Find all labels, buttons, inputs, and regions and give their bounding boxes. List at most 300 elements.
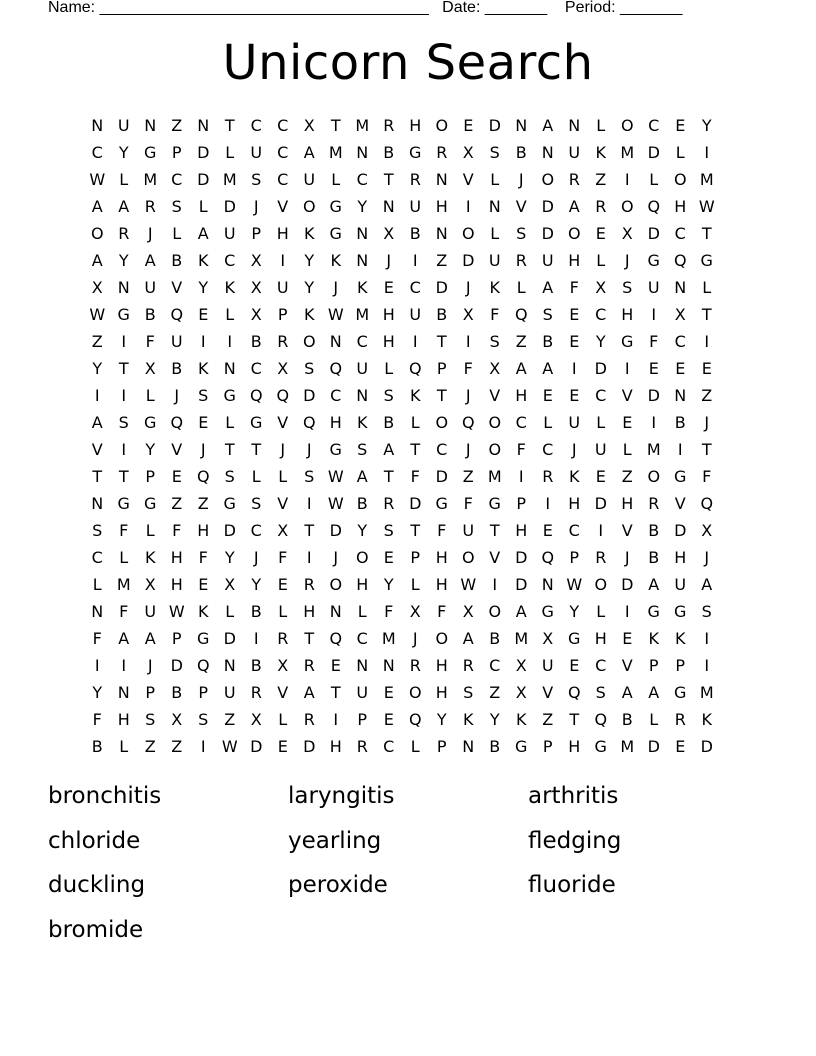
grid-letter: Z <box>701 386 713 405</box>
grid-letter: A <box>515 359 527 378</box>
grid-letter: J <box>253 548 259 567</box>
grid-letter: L <box>92 575 102 594</box>
grid-letter: E <box>383 548 394 567</box>
grid-letter: U <box>541 656 554 675</box>
grid-letter: V <box>462 170 474 189</box>
grid-letter: J <box>174 386 180 405</box>
grid-letter: Y <box>357 521 368 540</box>
grid-letter: N <box>197 116 210 135</box>
grid-letter: P <box>569 548 580 567</box>
grid-letter: D <box>488 116 501 135</box>
grid-letter: C <box>330 386 342 405</box>
grid-letter: C <box>674 332 686 351</box>
grid-letter: O <box>488 602 502 621</box>
grid-letter: C <box>224 251 236 270</box>
grid-letter: E <box>463 116 474 135</box>
grid-letter: H <box>303 602 316 621</box>
grid-letter: J <box>386 251 392 270</box>
grid-letter: V <box>277 197 289 216</box>
grid-letter: E <box>542 521 553 540</box>
grid-letter: K <box>198 251 209 270</box>
grid-letter: P <box>648 656 659 675</box>
grid-letter: J <box>412 629 418 648</box>
grid-letter: E <box>171 467 182 486</box>
grid-letter: V <box>489 548 501 567</box>
grid-letter: G <box>223 494 236 513</box>
grid-letter: I <box>624 170 630 189</box>
grid-letter: T <box>436 332 447 351</box>
grid-letter: X <box>277 521 289 540</box>
grid-letter: R <box>144 197 156 216</box>
grid-letter: Z <box>542 710 554 729</box>
grid-letter: I <box>306 494 312 513</box>
grid-letter: O <box>594 575 608 594</box>
grid-letter: H <box>515 521 528 540</box>
grid-letter: N <box>568 116 581 135</box>
grid-letter: S <box>622 278 633 297</box>
grid-letter: U <box>568 413 581 432</box>
grid-letter: E <box>675 737 686 756</box>
grid-letter: X <box>542 629 554 648</box>
grid-letter: E <box>569 656 580 675</box>
header-name-date-period: Name: _____________________________________ Date: _______ Period: _______ <box>48 0 683 16</box>
grid-letter: Y <box>304 278 315 297</box>
grid-letter: F <box>198 548 208 567</box>
grid-letter: B <box>674 413 686 432</box>
grid-letter: L <box>119 737 129 756</box>
grid-letter: P <box>436 359 447 378</box>
grid-letter: N <box>674 386 687 405</box>
grid-letter: W <box>566 575 583 594</box>
grid-letter: K <box>675 629 686 648</box>
grid-letter: F <box>437 602 447 621</box>
grid-letter: O <box>461 548 475 567</box>
grid-letter: A <box>144 251 156 270</box>
grid-letter: C <box>383 737 395 756</box>
grid-letter: B <box>648 548 660 567</box>
grid-letter: O <box>541 170 555 189</box>
grid-letter: E <box>595 224 606 243</box>
grid-letter: X <box>277 656 289 675</box>
grid-letter: P <box>675 656 686 675</box>
grid-letter: Q <box>276 386 290 405</box>
grid-letter: I <box>624 602 630 621</box>
grid-letter: Y <box>118 251 129 270</box>
grid-letter: Q <box>329 359 343 378</box>
grid-letter: X <box>303 116 315 135</box>
grid-letter: I <box>200 332 206 351</box>
grid-letter: C <box>595 656 607 675</box>
grid-letter: S <box>383 521 394 540</box>
grid-letter: A <box>91 197 103 216</box>
grid-letter: T <box>383 170 394 189</box>
grid-letter: S <box>463 683 474 702</box>
grid-letter: D <box>594 494 607 513</box>
grid-letter: G <box>541 602 554 621</box>
grid-letter: D <box>462 251 475 270</box>
grid-letter: B <box>489 629 501 648</box>
grid-letter: K <box>463 710 474 729</box>
grid-letter: A <box>648 683 660 702</box>
grid-letter: P <box>198 683 209 702</box>
grid-letter: R <box>648 494 660 513</box>
grid-letter: L <box>225 602 235 621</box>
grid-letter: C <box>171 170 183 189</box>
grid-letter: L <box>331 170 341 189</box>
grid-letter: G <box>117 305 130 324</box>
grid-letter: Q <box>541 548 555 567</box>
grid-letter: N <box>356 251 369 270</box>
grid-letter: E <box>622 413 633 432</box>
grid-letter: X <box>701 521 713 540</box>
grid-letter: H <box>621 494 634 513</box>
grid-letter: L <box>225 143 235 162</box>
grid-letter: A <box>542 116 554 135</box>
grid-letter: X <box>621 224 633 243</box>
grid-letter: L <box>145 386 155 405</box>
grid-letter: H <box>568 737 581 756</box>
grid-letter: K <box>648 629 659 648</box>
grid-letter: D <box>303 386 316 405</box>
grid-letter: G <box>674 602 687 621</box>
grid-letter: G <box>223 386 236 405</box>
grid-letter: E <box>383 683 394 702</box>
grid-letter: D <box>223 197 236 216</box>
grid-letter: Y <box>489 710 500 729</box>
grid-letter: J <box>465 278 471 297</box>
grid-letter: R <box>303 710 315 729</box>
grid-letter: E <box>198 413 209 432</box>
grid-letter: T <box>330 683 341 702</box>
grid-letter: W <box>698 197 715 216</box>
grid-letter: H <box>674 197 687 216</box>
grid-letter: F <box>649 332 659 351</box>
grid-letter: X <box>383 224 395 243</box>
grid-letter: S <box>251 170 262 189</box>
grid-letter: H <box>435 197 448 216</box>
grid-letter: Z <box>595 170 607 189</box>
grid-letter: L <box>251 467 261 486</box>
grid-letter: H <box>382 332 395 351</box>
grid-letter: N <box>91 602 104 621</box>
grid-letter: Y <box>383 575 394 594</box>
grid-letter: D <box>621 575 634 594</box>
grid-letter: M <box>381 629 396 648</box>
grid-letter: X <box>277 359 289 378</box>
grid-letter: R <box>542 467 554 486</box>
grid-letter: Q <box>514 305 528 324</box>
grid-letter: A <box>118 197 130 216</box>
grid-letter: S <box>92 521 103 540</box>
grid-letter: R <box>568 170 580 189</box>
grid-letter: N <box>382 656 395 675</box>
grid-letter: M <box>514 629 529 648</box>
grid-letter: L <box>198 197 208 216</box>
grid-letter: P <box>542 737 553 756</box>
grid-letter: T <box>224 116 235 135</box>
word-list-item: bronchitis <box>48 783 162 809</box>
grid-letter: P <box>145 467 156 486</box>
grid-letter: Z <box>621 467 633 486</box>
grid-letter: C <box>409 278 421 297</box>
grid-letter: L <box>225 413 235 432</box>
grid-letter: E <box>622 629 633 648</box>
grid-letter: G <box>594 737 607 756</box>
grid-letter: D <box>435 278 448 297</box>
grid-letter: B <box>250 656 262 675</box>
grid-letter: L <box>225 305 235 324</box>
grid-letter: M <box>699 683 714 702</box>
grid-letter: U <box>541 251 554 270</box>
grid-letter: D <box>647 737 660 756</box>
grid-letter: D <box>541 224 554 243</box>
grid-letter: V <box>674 494 686 513</box>
grid-letter: X <box>515 683 527 702</box>
grid-letter: I <box>333 710 339 729</box>
grid-letter: Y <box>436 710 447 729</box>
grid-letter: W <box>327 494 344 513</box>
grid-letter: N <box>329 602 342 621</box>
grid-letter: Z <box>462 467 474 486</box>
grid-letter: X <box>462 305 474 324</box>
grid-letter: R <box>277 332 289 351</box>
grid-letter: L <box>596 116 606 135</box>
grid-letter: O <box>355 548 369 567</box>
grid-letter: I <box>704 332 710 351</box>
grid-letter: N <box>435 224 448 243</box>
grid-letter: L <box>702 278 712 297</box>
grid-letter: A <box>542 278 554 297</box>
grid-letter: B <box>621 710 633 729</box>
grid-letter: N <box>356 143 369 162</box>
grid-letter: Z <box>436 251 448 270</box>
grid-letter: F <box>92 710 102 729</box>
grid-letter: I <box>677 440 683 459</box>
grid-letter: L <box>596 413 606 432</box>
grid-letter: F <box>92 629 102 648</box>
grid-letter: P <box>516 494 527 513</box>
grid-letter: Z <box>144 737 156 756</box>
grid-letter: X <box>224 575 236 594</box>
grid-letter: X <box>515 656 527 675</box>
grid-letter: P <box>251 224 262 243</box>
grid-letter: H <box>276 224 289 243</box>
grid-letter: A <box>648 575 660 594</box>
grid-letter: Q <box>408 359 422 378</box>
grid-letter: C <box>515 413 527 432</box>
grid-letter: M <box>355 305 370 324</box>
grid-letter: U <box>409 197 422 216</box>
grid-letter: U <box>117 116 130 135</box>
grid-letter: N <box>223 656 236 675</box>
grid-letter: O <box>673 170 687 189</box>
grid-letter: L <box>649 170 659 189</box>
grid-letter: Q <box>329 629 343 648</box>
grid-letter: I <box>412 332 418 351</box>
grid-letter: J <box>253 197 259 216</box>
grid-letter: F <box>278 548 288 567</box>
grid-letter: B <box>436 305 448 324</box>
grid-letter: D <box>250 737 263 756</box>
grid-letter: R <box>118 224 130 243</box>
grid-letter: Q <box>673 251 687 270</box>
grid-letter: A <box>515 602 527 621</box>
grid-letter: N <box>91 116 104 135</box>
grid-letter: I <box>121 332 127 351</box>
grid-letter: W <box>327 467 344 486</box>
grid-letter: J <box>465 386 471 405</box>
grid-letter: K <box>357 278 368 297</box>
grid-letter: B <box>648 521 660 540</box>
grid-letter: T <box>304 521 315 540</box>
grid-letter: S <box>251 494 262 513</box>
grid-letter: X <box>462 602 474 621</box>
grid-letter: C <box>250 359 262 378</box>
grid-letter: L <box>622 440 632 459</box>
grid-letter: G <box>250 413 263 432</box>
grid-letter: X <box>489 359 501 378</box>
grid-letter: Q <box>408 710 422 729</box>
grid-letter: T <box>701 224 712 243</box>
grid-letter: F <box>516 440 526 459</box>
grid-letter: E <box>595 467 606 486</box>
grid-letter: Z <box>515 332 527 351</box>
grid-letter: P <box>171 629 182 648</box>
grid-letter: B <box>250 332 262 351</box>
word-list-item: laryngitis <box>288 783 395 809</box>
grid-letter: K <box>145 548 156 567</box>
grid-letter: A <box>568 197 580 216</box>
grid-letter: R <box>356 737 368 756</box>
grid-letter: A <box>91 251 103 270</box>
grid-letter: J <box>306 440 312 459</box>
grid-letter: L <box>490 224 500 243</box>
grid-letter: J <box>200 440 206 459</box>
grid-letter: S <box>304 359 315 378</box>
grid-letter: R <box>595 548 607 567</box>
grid-letter: R <box>436 143 448 162</box>
grid-letter: H <box>594 629 607 648</box>
grid-letter: G <box>488 494 501 513</box>
grid-letter: Y <box>304 251 315 270</box>
grid-letter: V <box>277 413 289 432</box>
grid-letter: U <box>170 332 183 351</box>
grid-letter: W <box>89 305 106 324</box>
grid-letter: C <box>595 305 607 324</box>
grid-letter: O <box>461 224 475 243</box>
grid-letter: N <box>356 386 369 405</box>
grid-letter: T <box>569 710 580 729</box>
grid-letter: B <box>515 143 527 162</box>
grid-letter: D <box>409 494 422 513</box>
grid-letter: V <box>621 521 633 540</box>
grid-letter: D <box>647 386 660 405</box>
grid-letter: K <box>198 602 209 621</box>
grid-letter: B <box>250 602 262 621</box>
grid-letter: H <box>409 116 422 135</box>
grid-letter: I <box>624 359 630 378</box>
grid-letter: H <box>674 548 687 567</box>
grid-letter: I <box>121 440 127 459</box>
grid-letter: F <box>463 359 473 378</box>
word-list-item: chloride <box>48 827 141 854</box>
grid-letter: G <box>329 224 342 243</box>
letter-grid <box>84 112 720 760</box>
grid-letter: U <box>488 251 501 270</box>
grid-letter: D <box>197 143 210 162</box>
grid-letter: I <box>121 386 127 405</box>
grid-letter: R <box>277 629 289 648</box>
word-list-item: fledging <box>528 827 622 854</box>
grid-letter: J <box>147 224 153 243</box>
grid-letter: N <box>144 116 157 135</box>
grid-letter: H <box>329 737 342 756</box>
grid-letter: U <box>568 143 581 162</box>
word-list-item: duckling <box>48 872 146 898</box>
grid-letter: P <box>357 710 368 729</box>
grid-letter: C <box>91 548 103 567</box>
grid-letter: G <box>621 332 634 351</box>
grid-letter: C <box>542 440 554 459</box>
grid-letter: B <box>356 494 368 513</box>
grid-letter: G <box>197 629 210 648</box>
word-list-item: fluoride <box>528 872 616 898</box>
grid-letter: J <box>333 278 339 297</box>
grid-letter: X <box>409 602 421 621</box>
grid-letter: D <box>700 737 713 756</box>
grid-letter: L <box>119 548 129 567</box>
grid-letter: N <box>382 197 395 216</box>
grid-letter: K <box>304 305 315 324</box>
grid-letter: I <box>518 467 524 486</box>
grid-letter: I <box>227 332 233 351</box>
grid-letter: L <box>649 710 659 729</box>
grid-letter: Q <box>196 467 210 486</box>
grid-letter: P <box>171 143 182 162</box>
grid-letter: Q <box>647 197 661 216</box>
grid-letter: K <box>330 251 341 270</box>
grid-letter: T <box>701 440 712 459</box>
grid-letter: T <box>330 116 341 135</box>
grid-letter: R <box>383 116 395 135</box>
grid-letter: Y <box>118 143 129 162</box>
grid-letter: R <box>383 494 395 513</box>
grid-letter: G <box>329 440 342 459</box>
grid-letter: J <box>704 548 710 567</box>
grid-letter: F <box>119 521 129 540</box>
grid-letter: L <box>490 170 500 189</box>
grid-letter: G <box>409 143 422 162</box>
grid-letter: F <box>490 305 500 324</box>
grid-letter: L <box>675 143 685 162</box>
grid-letter: I <box>704 143 710 162</box>
grid-letter: E <box>648 359 659 378</box>
grid-letter: O <box>620 116 634 135</box>
grid-letter: I <box>704 656 710 675</box>
grid-letter: L <box>543 413 553 432</box>
grid-letter: U <box>303 170 316 189</box>
grid-letter: O <box>567 224 581 243</box>
grid-letter: S <box>489 332 500 351</box>
grid-letter: Y <box>701 116 712 135</box>
grid-letter: D <box>515 548 528 567</box>
grid-letter: X <box>250 710 262 729</box>
grid-letter: H <box>435 683 448 702</box>
grid-letter: T <box>436 386 447 405</box>
grid-letter: Q <box>196 656 210 675</box>
grid-letter: C <box>250 116 262 135</box>
page-title: Unicorn Search <box>222 35 594 91</box>
